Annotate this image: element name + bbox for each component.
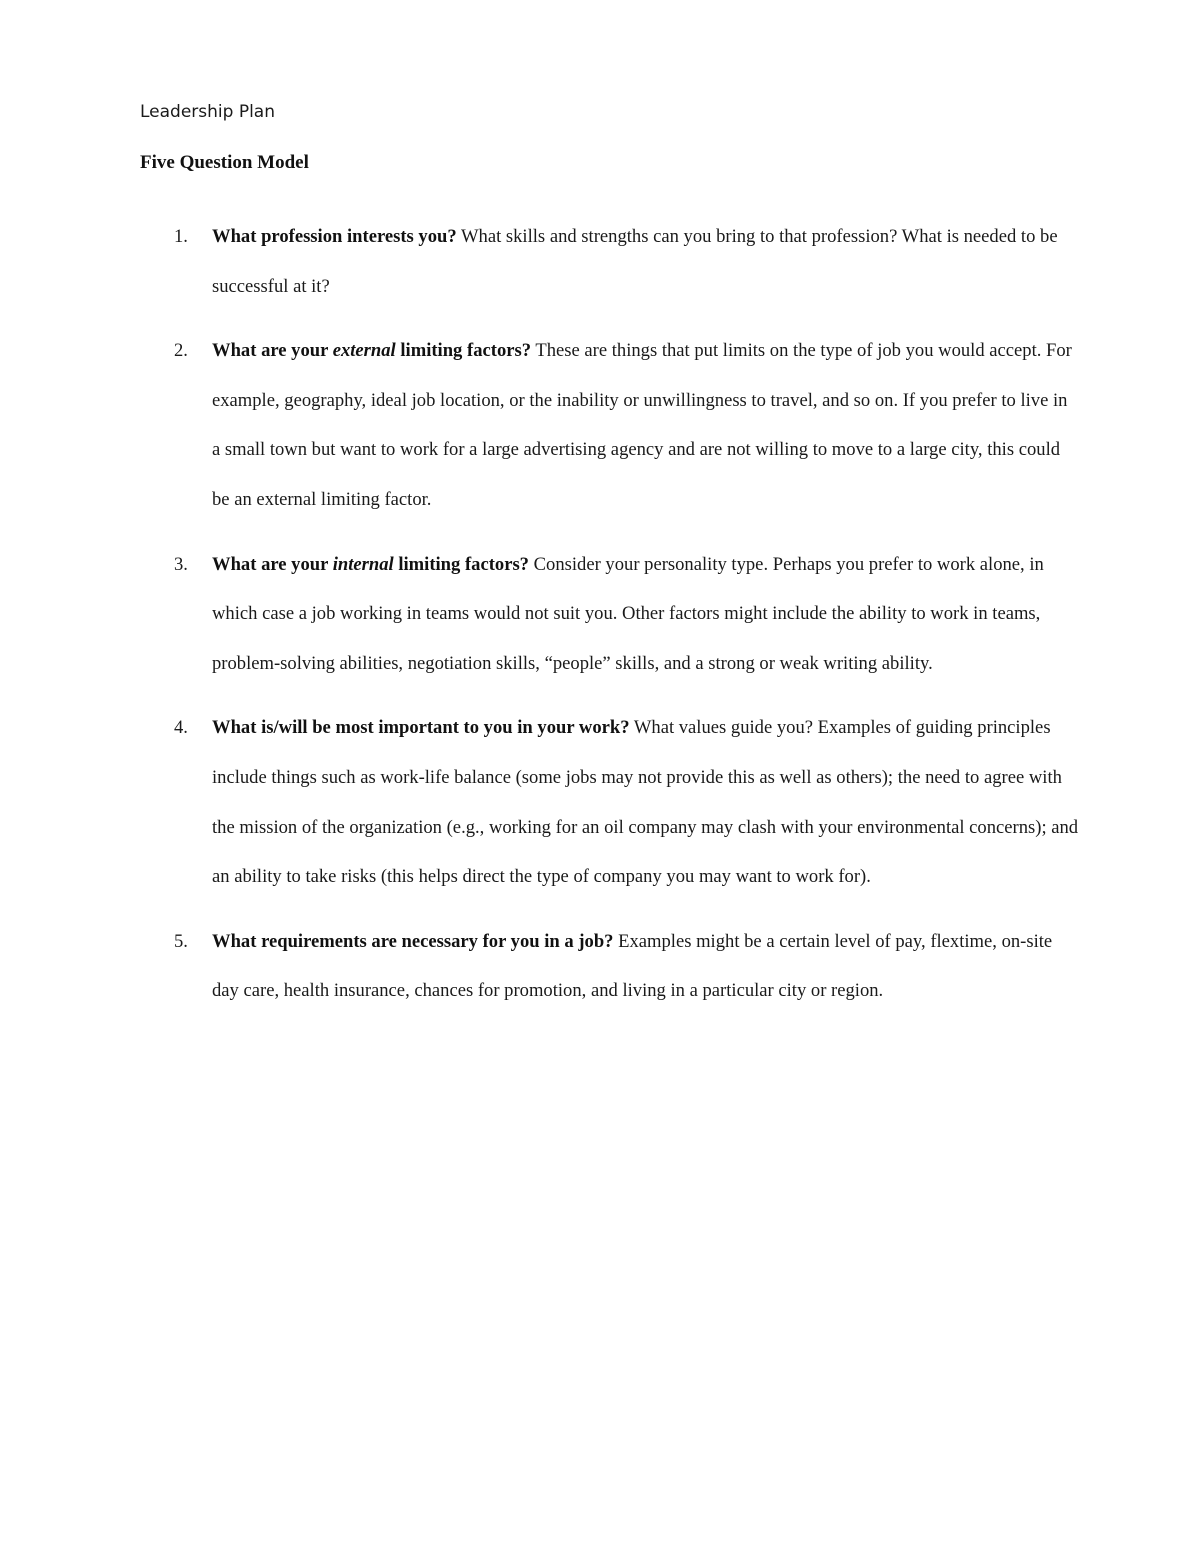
question-text (212, 340, 1072, 510)
question-number: 1. (174, 226, 188, 247)
question-item-5 (140, 917, 1080, 1016)
question-item-2 (140, 326, 1080, 524)
prompt-emphasis: external (332, 340, 396, 362)
section-heading: Five Question Model (140, 152, 309, 173)
prompt-tail: limiting factors? (398, 553, 529, 575)
question-number: 4. (174, 717, 188, 739)
question-number: 5. (174, 930, 188, 952)
prompt-lead: What are your (212, 553, 329, 575)
question-body: What skills and strengths can you bring to that profession? What is needed to be successful at it? (212, 226, 1058, 297)
question-prompt: What requirements are necessary for you in a job? (212, 930, 614, 952)
question-number: 3. (174, 553, 188, 575)
question-item-1 (140, 212, 1080, 311)
question-body: These are things that put limits on the type of job you would accept. For example, geography, ideal job location, or the inability or unwillingness to travel, and so on. If you prefer to live in a small town but want to work for a large advertising agency and are not willing to move to a large city, this could be an external limiting factor. (212, 340, 1072, 510)
question-text (212, 931, 1052, 1002)
question-text (212, 717, 1078, 887)
prompt-emphasis: internal (332, 553, 394, 575)
question-text (212, 554, 1044, 674)
question-text (212, 226, 1058, 297)
question-prompt: What is/will be most important to you in your work? (212, 717, 630, 739)
question-prompt (212, 340, 531, 361)
question-list (140, 212, 1080, 1031)
question-item-4 (140, 703, 1080, 901)
prompt-lead: What are your (212, 340, 329, 362)
question-item-3 (140, 540, 1080, 689)
question-prompt (212, 554, 529, 575)
question-body: Examples might be a certain level of pay, flextime, on-site day care, health insurance, chances for promotion, and living in a particular city or region. (212, 930, 1053, 1002)
question-body: Consider your personality type. Perhaps you prefer to work alone, in which case a job working in teams would not suit you. Other factors might include the ability to work in teams, problem-solving abilities, negotiation skills, “people” skills, and a strong or weak writing ability. (212, 553, 1044, 674)
question-number: 2. (174, 340, 188, 362)
document-title: Leadership Plan (140, 102, 276, 122)
prompt-tail: limiting factors? (400, 340, 532, 362)
question-prompt: What profession interests you? (212, 226, 457, 247)
question-body: What values guide you? Examples of guiding principles include things such as work-life balance (some jobs may not provide this as well as others); the need to agree with the mission of the organization (e.g., working for an oil company may clash with your environmental concerns); and an ability to take risks (this helps direct the type of company you may want to work for). (212, 717, 1079, 888)
